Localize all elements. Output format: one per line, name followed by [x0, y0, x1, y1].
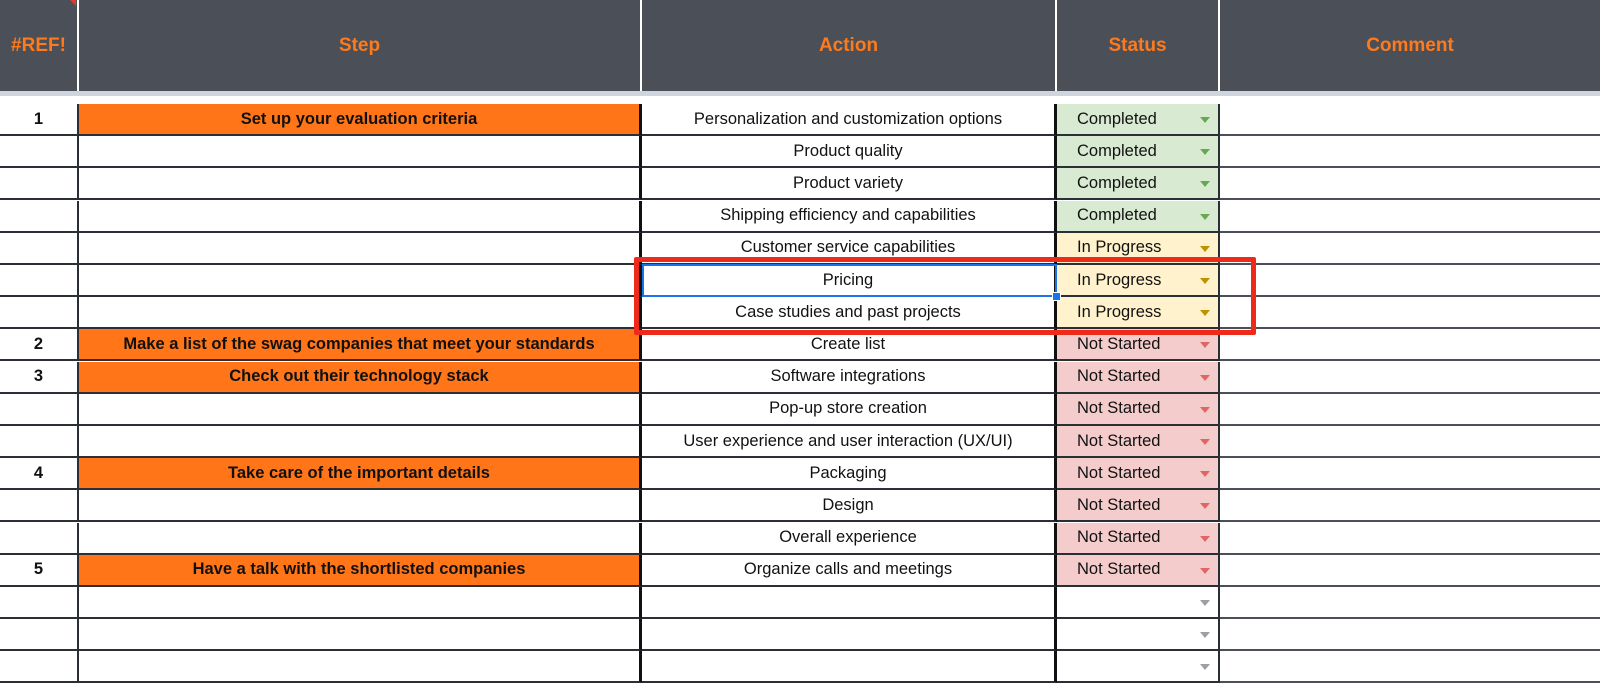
table-row — [0, 104, 1600, 136]
ref-cell[interactable]: 5 — [0, 555, 79, 587]
status-cell[interactable] — [1057, 362, 1220, 394]
table-row — [0, 619, 1600, 651]
header-comment[interactable]: Comment — [1366, 34, 1454, 56]
action-cell[interactable]: Overall experience — [642, 523, 1057, 555]
status-cell[interactable] — [1057, 136, 1220, 168]
step-cell[interactable]: Set up your evaluation criteria — [79, 104, 642, 136]
dropdown-arrow-icon[interactable] — [1200, 568, 1210, 574]
action-cell[interactable] — [642, 651, 1057, 683]
dropdown-arrow-icon[interactable] — [1200, 600, 1210, 606]
table-row — [0, 458, 1600, 490]
status-label: Completed — [1077, 109, 1157, 128]
comment-cell[interactable] — [1220, 329, 1600, 361]
table-row — [0, 555, 1600, 587]
step-cell[interactable] — [79, 297, 642, 329]
action-cell[interactable]: Case studies and past projects — [642, 297, 1057, 329]
step-cell[interactable] — [79, 426, 642, 458]
status-cell[interactable] — [1057, 201, 1220, 233]
comment-cell[interactable] — [1220, 233, 1600, 265]
header-status[interactable]: Status — [1057, 0, 1220, 91]
comment-cell[interactable] — [1220, 265, 1600, 297]
header-step[interactable]: Step — [79, 0, 642, 91]
comment-cell[interactable] — [1220, 490, 1600, 522]
table-row — [0, 265, 1600, 297]
table-row — [0, 362, 1600, 394]
status-label: Completed — [1077, 206, 1157, 225]
action-cell[interactable]: Design — [642, 490, 1057, 522]
status-label: Not Started — [1077, 560, 1161, 579]
ref-cell[interactable]: 4 — [0, 458, 79, 490]
step-cell[interactable]: Make a list of the swag companies that meet your standards — [79, 329, 642, 361]
status-cell[interactable] — [1057, 394, 1220, 426]
dropdown-arrow-icon[interactable] — [1200, 278, 1210, 284]
ref-cell[interactable] — [0, 523, 79, 555]
status-cell[interactable] — [1057, 651, 1220, 683]
action-cell[interactable]: User experience and user interaction (UX/UI) — [642, 426, 1057, 458]
ref-cell[interactable] — [0, 394, 79, 426]
dropdown-arrow-icon[interactable] — [1200, 117, 1210, 123]
table-row — [0, 426, 1600, 458]
ref-cell[interactable]: 2 — [0, 329, 79, 361]
step-cell[interactable]: Check out their technology stack — [79, 362, 642, 394]
header-row — [0, 0, 1600, 96]
step-cell[interactable] — [79, 233, 642, 265]
table-row — [0, 233, 1600, 265]
comment-cell[interactable] — [1220, 426, 1600, 458]
status-cell[interactable] — [1057, 265, 1220, 297]
dropdown-arrow-icon[interactable] — [1200, 375, 1210, 381]
step-cell[interactable] — [79, 619, 642, 651]
action-cell[interactable] — [642, 619, 1057, 651]
comment-cell[interactable] — [1220, 136, 1600, 168]
ref-cell[interactable]: 3 — [0, 362, 79, 394]
dropdown-arrow-icon[interactable] — [1200, 471, 1210, 477]
comment-cell[interactable] — [1220, 168, 1600, 200]
action-cell[interactable]: Pricing — [642, 265, 1057, 297]
ref-cell[interactable] — [0, 168, 79, 200]
action-cell[interactable]: Organize calls and meetings — [642, 555, 1057, 587]
status-label: In Progress — [1077, 302, 1162, 321]
comment-cell[interactable] — [1220, 619, 1600, 651]
status-label: Not Started — [1077, 431, 1161, 450]
status-label: Completed — [1077, 141, 1157, 160]
step-cell[interactable] — [79, 201, 642, 233]
status-cell[interactable] — [1057, 619, 1220, 651]
status-cell[interactable] — [1057, 523, 1220, 555]
step-cell[interactable]: Have a talk with the shortlisted companies — [79, 555, 642, 587]
status-label: Not Started — [1077, 495, 1161, 514]
status-label: Not Started — [1077, 399, 1161, 418]
table-row — [0, 490, 1600, 522]
step-cell[interactable] — [79, 136, 642, 168]
dropdown-arrow-icon[interactable] — [1200, 214, 1210, 220]
ref-cell[interactable] — [0, 426, 79, 458]
header-action[interactable]: Action — [642, 0, 1057, 91]
table-row — [0, 168, 1600, 200]
comment-cell[interactable] — [1220, 362, 1600, 394]
status-label: Not Started — [1077, 463, 1161, 482]
dropdown-arrow-icon[interactable] — [1200, 632, 1210, 638]
action-cell[interactable]: Packaging — [642, 458, 1057, 490]
status-label: Not Started — [1077, 334, 1161, 353]
table-row — [0, 297, 1600, 329]
table-row — [0, 329, 1600, 361]
status-cell[interactable] — [1057, 587, 1220, 619]
dropdown-arrow-icon[interactable] — [1200, 246, 1210, 252]
header-ref[interactable]: #REF! — [0, 0, 79, 91]
action-cell[interactable] — [642, 587, 1057, 619]
table-row — [0, 394, 1600, 426]
comment-cell[interactable] — [1220, 297, 1600, 329]
ref-cell[interactable] — [0, 297, 79, 329]
status-cell[interactable] — [1057, 329, 1220, 361]
error-indicator-icon — [70, 0, 76, 6]
dropdown-arrow-icon[interactable] — [1200, 664, 1210, 670]
action-cell[interactable]: Create list — [642, 329, 1057, 361]
step-cell[interactable]: Take care of the important details — [79, 458, 642, 490]
dropdown-arrow-icon[interactable] — [1200, 310, 1210, 316]
dropdown-arrow-icon[interactable] — [1200, 503, 1210, 509]
action-cell[interactable]: Personalization and customization options — [642, 104, 1057, 136]
ref-cell[interactable] — [0, 619, 79, 651]
comment-cell[interactable] — [1220, 587, 1600, 619]
table-row — [0, 523, 1600, 555]
status-label: In Progress — [1077, 238, 1162, 257]
ref-cell[interactable] — [0, 651, 79, 683]
action-cell[interactable]: Software integrations — [642, 362, 1057, 394]
comment-cell[interactable] — [1220, 555, 1600, 587]
table-row — [0, 201, 1600, 233]
table-row — [0, 651, 1600, 683]
comment-cell[interactable] — [1220, 458, 1600, 490]
comment-cell[interactable] — [1220, 651, 1600, 683]
action-cell[interactable]: Customer service capabilities — [642, 233, 1057, 265]
status-label: Not Started — [1077, 367, 1161, 386]
comment-cell[interactable] — [1220, 394, 1600, 426]
step-cell[interactable] — [79, 490, 642, 522]
step-cell[interactable] — [79, 523, 642, 555]
step-cell[interactable] — [79, 587, 642, 619]
ref-cell[interactable]: 1 — [0, 104, 79, 136]
action-cell[interactable]: Product quality — [642, 136, 1057, 168]
ref-cell[interactable] — [0, 490, 79, 522]
action-cell[interactable]: Pop-up store creation — [642, 394, 1057, 426]
status-label: Not Started — [1077, 528, 1161, 547]
dropdown-arrow-icon[interactable] — [1200, 342, 1210, 348]
status-label: In Progress — [1077, 270, 1162, 289]
dropdown-arrow-icon[interactable] — [1200, 536, 1210, 542]
action-cell[interactable]: Shipping efficiency and capabilities — [642, 201, 1057, 233]
dropdown-arrow-icon[interactable] — [1200, 407, 1210, 413]
status-cell[interactable] — [1057, 426, 1220, 458]
comment-cell[interactable] — [1220, 201, 1600, 233]
comment-cell[interactable] — [1220, 523, 1600, 555]
comment-cell[interactable] — [1220, 104, 1600, 136]
dropdown-arrow-icon[interactable] — [1200, 181, 1210, 187]
ref-cell[interactable] — [0, 265, 79, 297]
dropdown-arrow-icon[interactable] — [1200, 439, 1210, 445]
ref-cell[interactable] — [0, 201, 79, 233]
status-cell[interactable] — [1057, 297, 1220, 329]
status-cell[interactable] — [1057, 555, 1220, 587]
status-cell[interactable] — [1057, 233, 1220, 265]
step-cell[interactable] — [79, 394, 642, 426]
status-cell[interactable] — [1057, 458, 1220, 490]
status-cell[interactable] — [1057, 168, 1220, 200]
table-row — [0, 136, 1600, 168]
ref-cell[interactable] — [0, 136, 79, 168]
step-cell[interactable] — [79, 168, 642, 200]
table-row — [0, 587, 1600, 619]
ref-cell[interactable] — [0, 233, 79, 265]
step-cell[interactable] — [79, 265, 642, 297]
dropdown-arrow-icon[interactable] — [1200, 149, 1210, 155]
fill-handle[interactable] — [1052, 292, 1061, 301]
status-cell[interactable] — [1057, 490, 1220, 522]
step-cell[interactable] — [79, 651, 642, 683]
action-cell[interactable]: Product variety — [642, 168, 1057, 200]
status-label: Completed — [1077, 173, 1157, 192]
status-cell[interactable] — [1057, 104, 1220, 136]
ref-cell[interactable] — [0, 587, 79, 619]
